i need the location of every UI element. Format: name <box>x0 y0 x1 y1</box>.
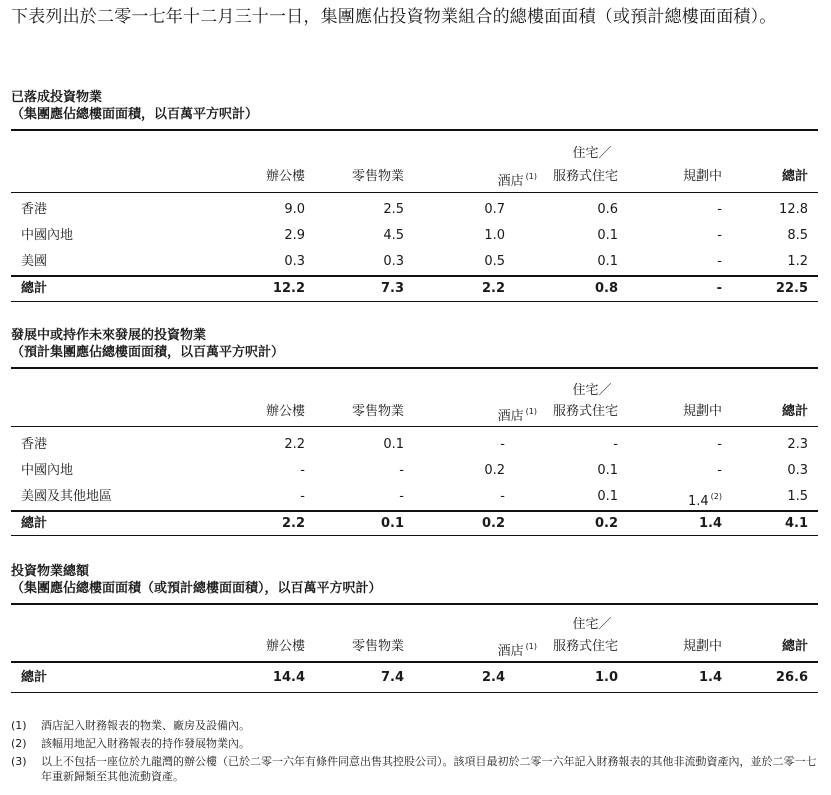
section-title: 發展中或持作未來發展的投資物業 <box>11 328 207 343</box>
office-value: - <box>300 463 305 478</box>
office-value: 9.0 <box>284 202 305 217</box>
row-label: 美國及其他地區 <box>21 489 113 504</box>
retail-value: 0.1 <box>383 437 404 452</box>
footnote-number: (2) <box>11 737 27 750</box>
total-value: 26.6 <box>775 670 808 685</box>
intro-paragraph: 下表列出於二零一七年十二月三十一日，集團應佔投資物業組合的總樓面面積（或預計總樓面面積）。 <box>11 7 777 27</box>
total-value: 1.2 <box>787 254 808 269</box>
divider <box>11 510 818 512</box>
row-label: 總計 <box>21 670 48 685</box>
footnote-number: (3) <box>11 755 27 768</box>
footnote-text: 該幅用地記入財務報表的持作發展物業內。 <box>41 737 250 750</box>
residential-header-top: 住宅／ <box>572 383 612 398</box>
row-label: 香港 <box>21 202 48 217</box>
hotel-label: 酒店 <box>497 409 524 424</box>
divider <box>11 129 818 131</box>
hotel-label: 酒店 <box>497 174 524 189</box>
planning-number: 1.4 <box>687 494 709 509</box>
office-value: 2.2 <box>284 437 305 452</box>
hotel-value: 0.2 <box>484 463 505 478</box>
residential-header: 服務式住宅 <box>552 169 618 184</box>
footnote-ref: (1) <box>525 407 537 416</box>
planning-value: - <box>717 228 722 243</box>
office-value: 2.9 <box>284 228 305 243</box>
residential-header: 服務式住宅 <box>552 404 618 419</box>
retail-value: 0.3 <box>383 254 404 269</box>
residential-value: 0.2 <box>594 516 618 531</box>
planning-value: 1.4 <box>698 516 722 531</box>
residential-header-top: 住宅／ <box>572 146 612 161</box>
footnote-text: 以上不包括一座位於九龍灣的辦公樓（已於二零一六年有條件同意出售其控股公司）。該項目最初於二零一六年記入財務報表的其他非流動資產內，並於二零一七年重新歸類至其他流動資產。 <box>41 755 817 783</box>
section-title: 投資物業總額 <box>11 564 90 579</box>
hotel-value: 0.2 <box>481 516 505 531</box>
planning-value: - <box>717 254 722 269</box>
retail-value: - <box>399 463 404 478</box>
retail-value: - <box>399 489 404 504</box>
total-value: 1.5 <box>787 489 808 504</box>
section-completed <box>11 89 823 296</box>
section-subtitle: （集團應佔總樓面面積（或預計總樓面面積），以百萬平方呎計） <box>11 581 382 596</box>
row-label: 總計 <box>21 281 48 296</box>
planning-header: 規劃中 <box>682 169 722 184</box>
retail-header: 零售物業 <box>351 404 404 419</box>
row-label: 香港 <box>21 437 48 452</box>
hotel-value: 0.5 <box>484 254 505 269</box>
row-label: 中國內地 <box>21 228 74 243</box>
total-value: 8.5 <box>787 228 808 243</box>
retail-value: 0.1 <box>380 516 404 531</box>
total-value: 0.3 <box>787 463 808 478</box>
retail-value: 2.5 <box>383 202 404 217</box>
office-value: 12.2 <box>272 281 305 296</box>
footnote-item <box>11 718 826 733</box>
residential-value: - <box>613 437 618 452</box>
hotel-value: 2.4 <box>481 670 505 685</box>
footnote-ref: (1) <box>525 642 537 651</box>
hotel-value: - <box>500 437 505 452</box>
planning-value: 1.4 <box>698 670 722 685</box>
footnote-number: (1) <box>11 719 27 732</box>
divider <box>11 535 818 536</box>
total-header: 總計 <box>781 169 808 184</box>
hotel-value: 1.0 <box>484 228 505 243</box>
section-total-investment <box>11 563 823 685</box>
residential-header-top: 住宅／ <box>572 617 612 632</box>
divider <box>11 301 818 302</box>
office-value: 0.3 <box>284 254 305 269</box>
residential-value: 0.1 <box>597 254 618 269</box>
divider <box>11 367 818 369</box>
footnote-ref: (1) <box>525 172 537 181</box>
planning-value: - <box>717 437 722 452</box>
hotel-value: - <box>500 489 505 504</box>
footnote-item <box>11 736 826 751</box>
row-label: 中國內地 <box>21 463 74 478</box>
planning-value <box>626 488 722 510</box>
planning-header: 規劃中 <box>682 639 722 654</box>
total-header: 總計 <box>781 404 808 419</box>
retail-header: 零售物業 <box>351 639 404 654</box>
divider <box>11 275 818 277</box>
residential-value: 0.1 <box>597 489 618 504</box>
residential-value: 0.1 <box>597 463 618 478</box>
divider <box>11 661 818 663</box>
section-subtitle: （預計集團應佔總樓面面積，以百萬平方呎計） <box>11 345 285 360</box>
total-value: 12.8 <box>779 202 808 217</box>
row-label: 總計 <box>21 516 48 531</box>
retail-value: 7.4 <box>380 670 404 685</box>
footnote-text: 酒店記入財務報表的物業、廠房及設備內。 <box>41 719 250 732</box>
hotel-value: 0.7 <box>484 202 505 217</box>
section-title: 已落成投資物業 <box>11 90 103 105</box>
total-header: 總計 <box>781 639 808 654</box>
residential-value: 1.0 <box>594 670 618 685</box>
hotel-label: 酒店 <box>497 644 524 659</box>
section-subtitle: （集團應佔總樓面面積，以百萬平方呎計） <box>11 107 259 122</box>
office-header: 辦公樓 <box>265 639 305 654</box>
retail-header: 零售物業 <box>351 169 404 184</box>
row-label: 美國 <box>21 254 48 269</box>
office-value: 2.2 <box>281 516 305 531</box>
planning-value: - <box>716 281 722 296</box>
office-value: - <box>300 489 305 504</box>
residential-value: 0.8 <box>594 281 618 296</box>
retail-value: 7.3 <box>380 281 404 296</box>
office-header: 辦公樓 <box>265 404 305 419</box>
footnotes <box>11 718 826 784</box>
total-value: 22.5 <box>775 281 808 296</box>
total-value: 4.1 <box>784 516 808 531</box>
hotel-value: 2.2 <box>481 281 505 296</box>
divider <box>11 192 818 193</box>
office-value: 14.4 <box>272 670 305 685</box>
residential-value: 0.1 <box>597 228 618 243</box>
office-header: 辦公樓 <box>265 169 305 184</box>
residential-header: 服務式住宅 <box>552 639 618 654</box>
total-value: 2.3 <box>787 437 808 452</box>
section-under-development <box>11 327 823 531</box>
planning-value: - <box>717 463 722 478</box>
planning-value: - <box>717 202 722 217</box>
divider <box>11 603 818 605</box>
retail-value: 4.5 <box>383 228 404 243</box>
residential-value: 0.6 <box>597 202 618 217</box>
planning-header: 規劃中 <box>682 404 722 419</box>
divider <box>11 426 818 427</box>
footnote-ref: (2) <box>710 492 722 501</box>
divider <box>11 692 818 693</box>
footnote-item <box>11 754 826 784</box>
